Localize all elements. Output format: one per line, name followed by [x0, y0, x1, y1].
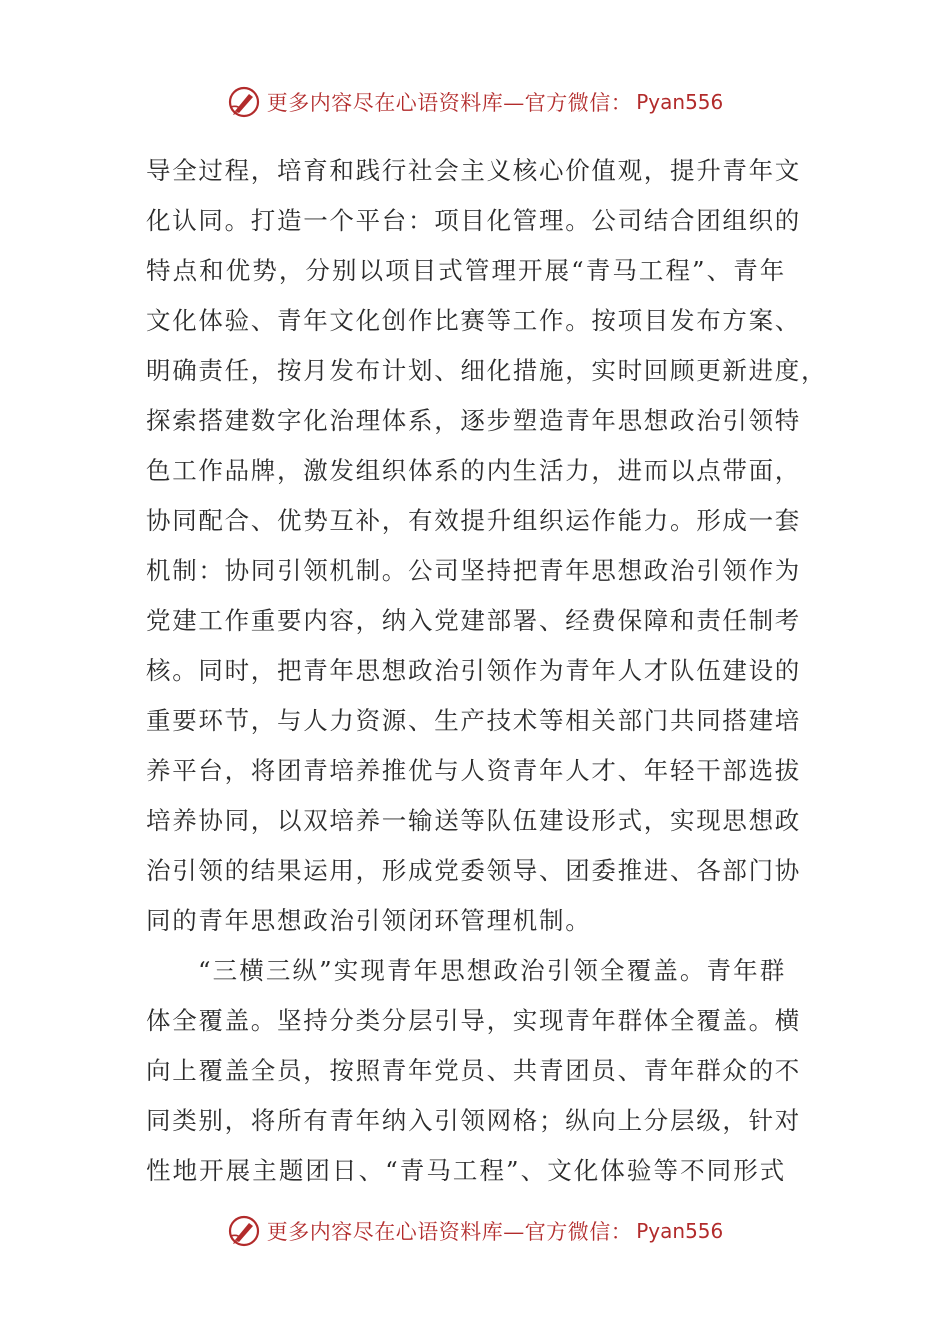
body-line: 机制：协同引领机制。公司坚持把青年思想政治引领作为	[146, 556, 801, 585]
body-line: 特点和优势，分别以项目式管理开展“青马工程”、青年	[146, 256, 786, 285]
body-line: 协同配合、优势互补，有效提升组织运作能力。形成一套	[146, 506, 801, 535]
body-line: 化认同。打造一个平台：项目化管理。公司结合团组织的	[146, 206, 801, 235]
body-line: 治引领的结果运用，形成党委领导、团委推进、各部门协	[146, 856, 801, 885]
body-line: 性地开展主题团日、“青马工程”、文化体验等不同形式	[146, 1156, 786, 1185]
body-line: 体全覆盖。坚持分类分层引导，实现青年群体全覆盖。横	[146, 1006, 801, 1035]
footer-banner	[0, 1211, 950, 1251]
body-line: 导全过程，培育和践行社会主义核心价值观，提升青年文	[146, 156, 801, 185]
footer-wechat-id: Pyan556	[636, 1219, 724, 1243]
pen-logo-icon	[227, 1214, 261, 1248]
body-line: 探索搭建数字化治理体系，逐步塑造青年思想政治引领特	[146, 406, 801, 435]
pen-logo-icon	[227, 85, 261, 119]
body-line: 文化体验、青年文化创作比赛等工作。按项目发布方案、	[146, 306, 801, 335]
document-body	[146, 146, 828, 1196]
body-line: 养平台，将团青培养推优与人资青年人才、年轻干部选拔	[146, 756, 801, 785]
body-line: 核。同时，把青年思想政治引领作为青年人才队伍建设的	[146, 656, 801, 685]
body-line: 同类别，将所有青年纳入引领网格；纵向上分层级，针对	[146, 1106, 801, 1135]
body-line: 同的青年思想政治引领闭环管理机制。	[146, 906, 592, 935]
body-line: 重要环节，与人力资源、生产技术等相关部门共同搭建培	[146, 706, 801, 735]
body-line: 培养协同，以双培养一输送等队伍建设形式，实现思想政	[146, 806, 801, 835]
header-text: 更多内容尽在心语资料库—官方微信：	[266, 91, 633, 115]
body-line-paragraph-start: “三横三纵”实现青年思想政治引领全覆盖。青年群	[198, 956, 786, 985]
header-banner	[0, 82, 950, 122]
body-line: 色工作品牌，激发组织体系的内生活力，进而以点带面，	[146, 456, 801, 485]
body-line: 党建工作重要内容，纳入党建部署、经费保障和责任制考	[146, 606, 801, 635]
body-line: 向上覆盖全员，按照青年党员、共青团员、青年群众的不	[146, 1056, 801, 1085]
header-wechat-id: Pyan556	[636, 90, 724, 114]
body-line: 明确责任，按月发布计划、细化措施，实时回顾更新进度，	[146, 356, 828, 385]
footer-text: 更多内容尽在心语资料库—官方微信：	[266, 1220, 633, 1244]
